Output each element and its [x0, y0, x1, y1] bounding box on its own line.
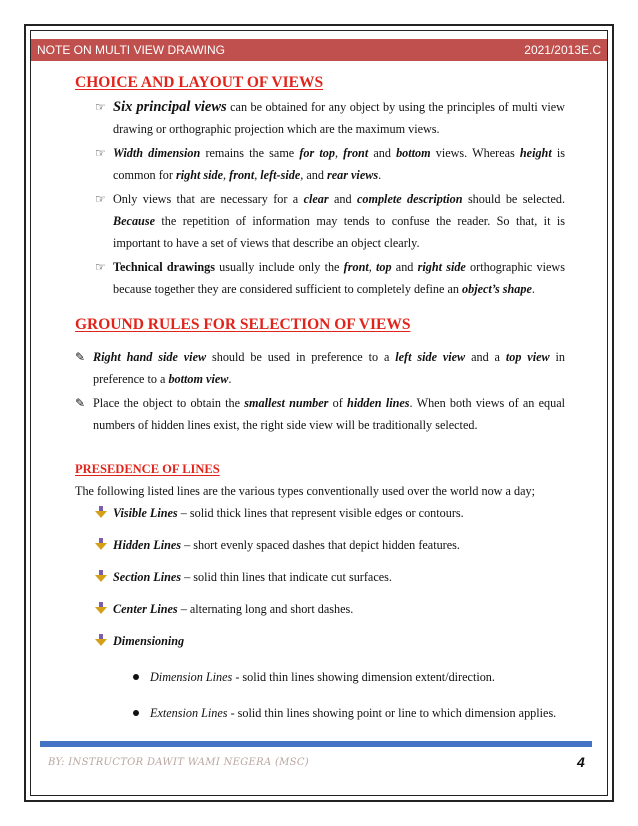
list-item: Section Lines – solid thin lines that indicate cut surfaces. — [75, 566, 565, 598]
heading-precedence-lines: PRESEDENCE OF LINES — [75, 462, 220, 476]
dimensioning-sublist — [75, 666, 565, 734]
list-item: Dimension Lines - solid thin lines showing dimension extent/direction. — [75, 666, 565, 698]
down-arrow-icon — [95, 570, 107, 582]
list-item: Visible Lines – solid thick lines that represent visible edges or contours. — [75, 502, 565, 534]
ground-rules-list — [75, 346, 565, 436]
header-title: NOTE ON MULTI VIEW DRAWING — [37, 43, 225, 57]
filled-circle-icon — [133, 710, 139, 716]
pointing-hand-icon: ☞ — [95, 260, 106, 274]
footer-bar — [40, 741, 592, 747]
list-item: Hidden Lines – short evenly spaced dashes that depict hidden features. — [75, 534, 565, 566]
list-item: ✎ Place the object to obtain the smallest number of hidden lines. When both views of an equal numbers of hidden lines exist, the right side view will be traditionally selected. — [75, 392, 565, 436]
list-item: ☞ Width dimension remains the same for top, front and bottom views. Whereas height is common for right side, front, left-side, and rear views. — [75, 142, 565, 186]
pencil-icon: ✎ — [75, 396, 86, 410]
down-arrow-icon — [95, 538, 107, 550]
list-item: Dimensioning — [75, 630, 565, 662]
precedence-intro: The following listed lines are the various types conventionally used over the world now a day; — [75, 484, 535, 498]
line-types-list — [75, 502, 565, 662]
page-content — [75, 72, 565, 734]
pointing-hand-icon: ☞ — [95, 192, 106, 206]
list-item: Extension Lines - solid thin lines showing point or line to which dimension applies. — [75, 702, 565, 734]
filled-circle-icon — [133, 674, 139, 680]
list-item: ✎ Right hand side view should be used in preference to a left side view and a top view in preference to a bottom view. — [75, 346, 565, 390]
list-item: ☞ Six principal views can be obtained for any object by using the principles of multi view drawing or orthographic projection which are the maximum views. — [75, 96, 565, 140]
down-arrow-icon — [95, 602, 107, 614]
down-arrow-icon — [95, 634, 107, 646]
pointing-hand-icon: ☞ — [95, 146, 106, 160]
page-number: 4 — [577, 754, 585, 770]
heading-choice-layout: CHOICE AND LAYOUT OF VIEWS — [75, 74, 324, 91]
down-arrow-icon — [95, 506, 107, 518]
choice-layout-list — [75, 96, 565, 300]
heading-ground-rules: GROUND RULES FOR SELECTION OF VIEWS — [75, 316, 411, 333]
pointing-hand-icon: ☞ — [95, 100, 106, 114]
list-item: Center Lines – alternating long and short dashes. — [75, 598, 565, 630]
header-code: 2021/2013E.C — [524, 43, 601, 57]
list-item: ☞ Technical drawings usually include only the front, top and right side orthographic views because together they are considered sufficient to completely define an object’s shape. — [75, 256, 565, 300]
pencil-icon: ✎ — [75, 350, 86, 364]
footer-author: BY: INSTRUCTOR DAWIT WAMI NEGERA (MSC) — [48, 757, 309, 768]
header-bar — [31, 39, 607, 61]
list-item: ☞ Only views that are necessary for a clear and complete description should be selected. Because the repetition of information may tends to confuse the reader. So that, it is important to have a set of views that describe an object clearly. — [75, 188, 565, 254]
